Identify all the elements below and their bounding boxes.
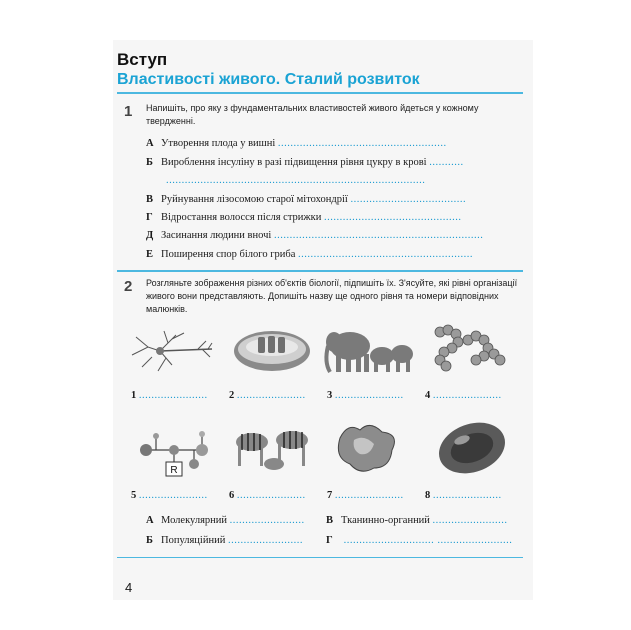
image-number: 3	[327, 390, 333, 401]
image-6-label[interactable]	[229, 490, 306, 501]
answer-line[interactable]: ........................	[227, 535, 303, 546]
image-number: 2	[229, 390, 235, 401]
q1-option-v[interactable]	[146, 194, 466, 205]
red-blood-cell-icon	[432, 420, 512, 476]
image-number: 1	[131, 390, 137, 401]
image-2-label[interactable]	[229, 390, 306, 401]
mitochondrion-icon	[230, 325, 314, 375]
amino-acid-icon	[132, 420, 216, 480]
q1-option-e[interactable]	[146, 249, 473, 260]
image-number: 8	[425, 490, 431, 501]
option-letter: Е	[146, 249, 154, 260]
answer-line[interactable]: ......................	[138, 390, 208, 401]
answer-line[interactable]: ......................	[334, 490, 404, 501]
answer-line[interactable]: ...........	[429, 157, 464, 168]
answer-line[interactable]: ............................. ........................	[343, 535, 513, 546]
option-letter: Б	[146, 157, 153, 168]
q1-option-b[interactable]	[146, 157, 464, 168]
svg-text:R: R	[170, 465, 178, 476]
image-7-label[interactable]	[327, 490, 404, 501]
q1-option-g[interactable]	[146, 212, 462, 223]
option-letter: В	[146, 194, 154, 205]
level-text: Молекулярний	[161, 515, 228, 526]
question-1-number: 1	[124, 103, 133, 120]
q1-option-b-continuation[interactable]	[166, 175, 425, 186]
image-4-label[interactable]	[425, 390, 502, 401]
question-2-prompt: Розгляньте зображення різних об'єктів біології, підпишіть їх. З'ясуйте, які рівні організації живого вони представляють. Допишіть назву ще одного рівня та номери відповідних малюнків.	[146, 278, 518, 314]
q1-option-d[interactable]	[146, 230, 483, 241]
answer-line[interactable]: ......................	[138, 490, 208, 501]
q1-option-a[interactable]	[146, 138, 447, 149]
answer-line[interactable]: ........................................................	[298, 249, 474, 260]
answer-line[interactable]: ......................................................	[277, 138, 447, 149]
question-1-prompt: Напишіть, про яку з фундаментальних властивостей живого йдеться у кожному твердженні.	[146, 103, 479, 126]
answer-line[interactable]: ......................	[432, 390, 502, 401]
option-text: Руйнування лізосомою старої мітохондрії	[161, 194, 348, 205]
answer-line[interactable]: .....................................	[350, 194, 467, 205]
blob-cell-icon	[330, 418, 406, 478]
divider-middle	[117, 270, 523, 272]
zebras-icon	[230, 420, 316, 476]
answer-line[interactable]: ......................	[334, 390, 404, 401]
topic-title: Властивості живого. Сталий розвиток	[117, 71, 420, 88]
answer-line[interactable]: ......................	[432, 490, 502, 501]
divider-bottom	[117, 557, 523, 558]
option-letter: Д	[146, 230, 154, 241]
image-8-label[interactable]	[425, 490, 502, 501]
page-number: 4	[125, 580, 133, 595]
question-2-number: 2	[124, 278, 133, 295]
level-b[interactable]	[146, 535, 303, 546]
level-v[interactable]	[326, 515, 508, 526]
level-letter: Г	[326, 535, 333, 546]
image-number: 7	[327, 490, 333, 501]
elephants-icon	[320, 322, 416, 378]
answer-line[interactable]: ...................................................................	[273, 230, 484, 241]
section-title: Вступ	[117, 50, 168, 69]
level-letter: А	[146, 515, 154, 526]
level-text: Популяційний	[161, 535, 226, 546]
divider-top	[117, 92, 523, 94]
image-5-label[interactable]	[131, 490, 208, 501]
option-text: Відростання волосся після стрижки	[161, 212, 322, 223]
answer-line[interactable]: ........................	[432, 515, 508, 526]
level-letter: Б	[146, 535, 153, 546]
image-number: 6	[229, 490, 235, 501]
level-letter: В	[326, 515, 334, 526]
option-letter: Г	[146, 212, 153, 223]
image-3-label[interactable]	[327, 390, 404, 401]
answer-line[interactable]: ........................	[229, 515, 305, 526]
answer-line[interactable]: ...................................................................................	[166, 175, 426, 186]
image-number: 4	[425, 390, 431, 401]
answer-line[interactable]: ............................................	[324, 212, 462, 223]
image-1-label[interactable]	[131, 390, 208, 401]
option-text: Поширення спор білого гриба	[161, 249, 296, 260]
level-text: Тканинно-органний	[341, 515, 430, 526]
option-text: Вироблення інсуліну в разі підвищення рівня цукру в крові	[161, 157, 427, 168]
level-g[interactable]	[326, 535, 512, 546]
bead-chain-icon	[428, 322, 510, 374]
option-text: Засинання людини вночі	[161, 230, 272, 241]
option-letter: А	[146, 138, 154, 149]
neuron-icon	[128, 325, 214, 377]
level-a[interactable]	[146, 515, 305, 526]
image-number: 5	[131, 490, 137, 501]
option-text: Утворення плода у вишні	[161, 138, 276, 149]
answer-line[interactable]: ......................	[236, 390, 306, 401]
answer-line[interactable]: ......................	[236, 490, 306, 501]
